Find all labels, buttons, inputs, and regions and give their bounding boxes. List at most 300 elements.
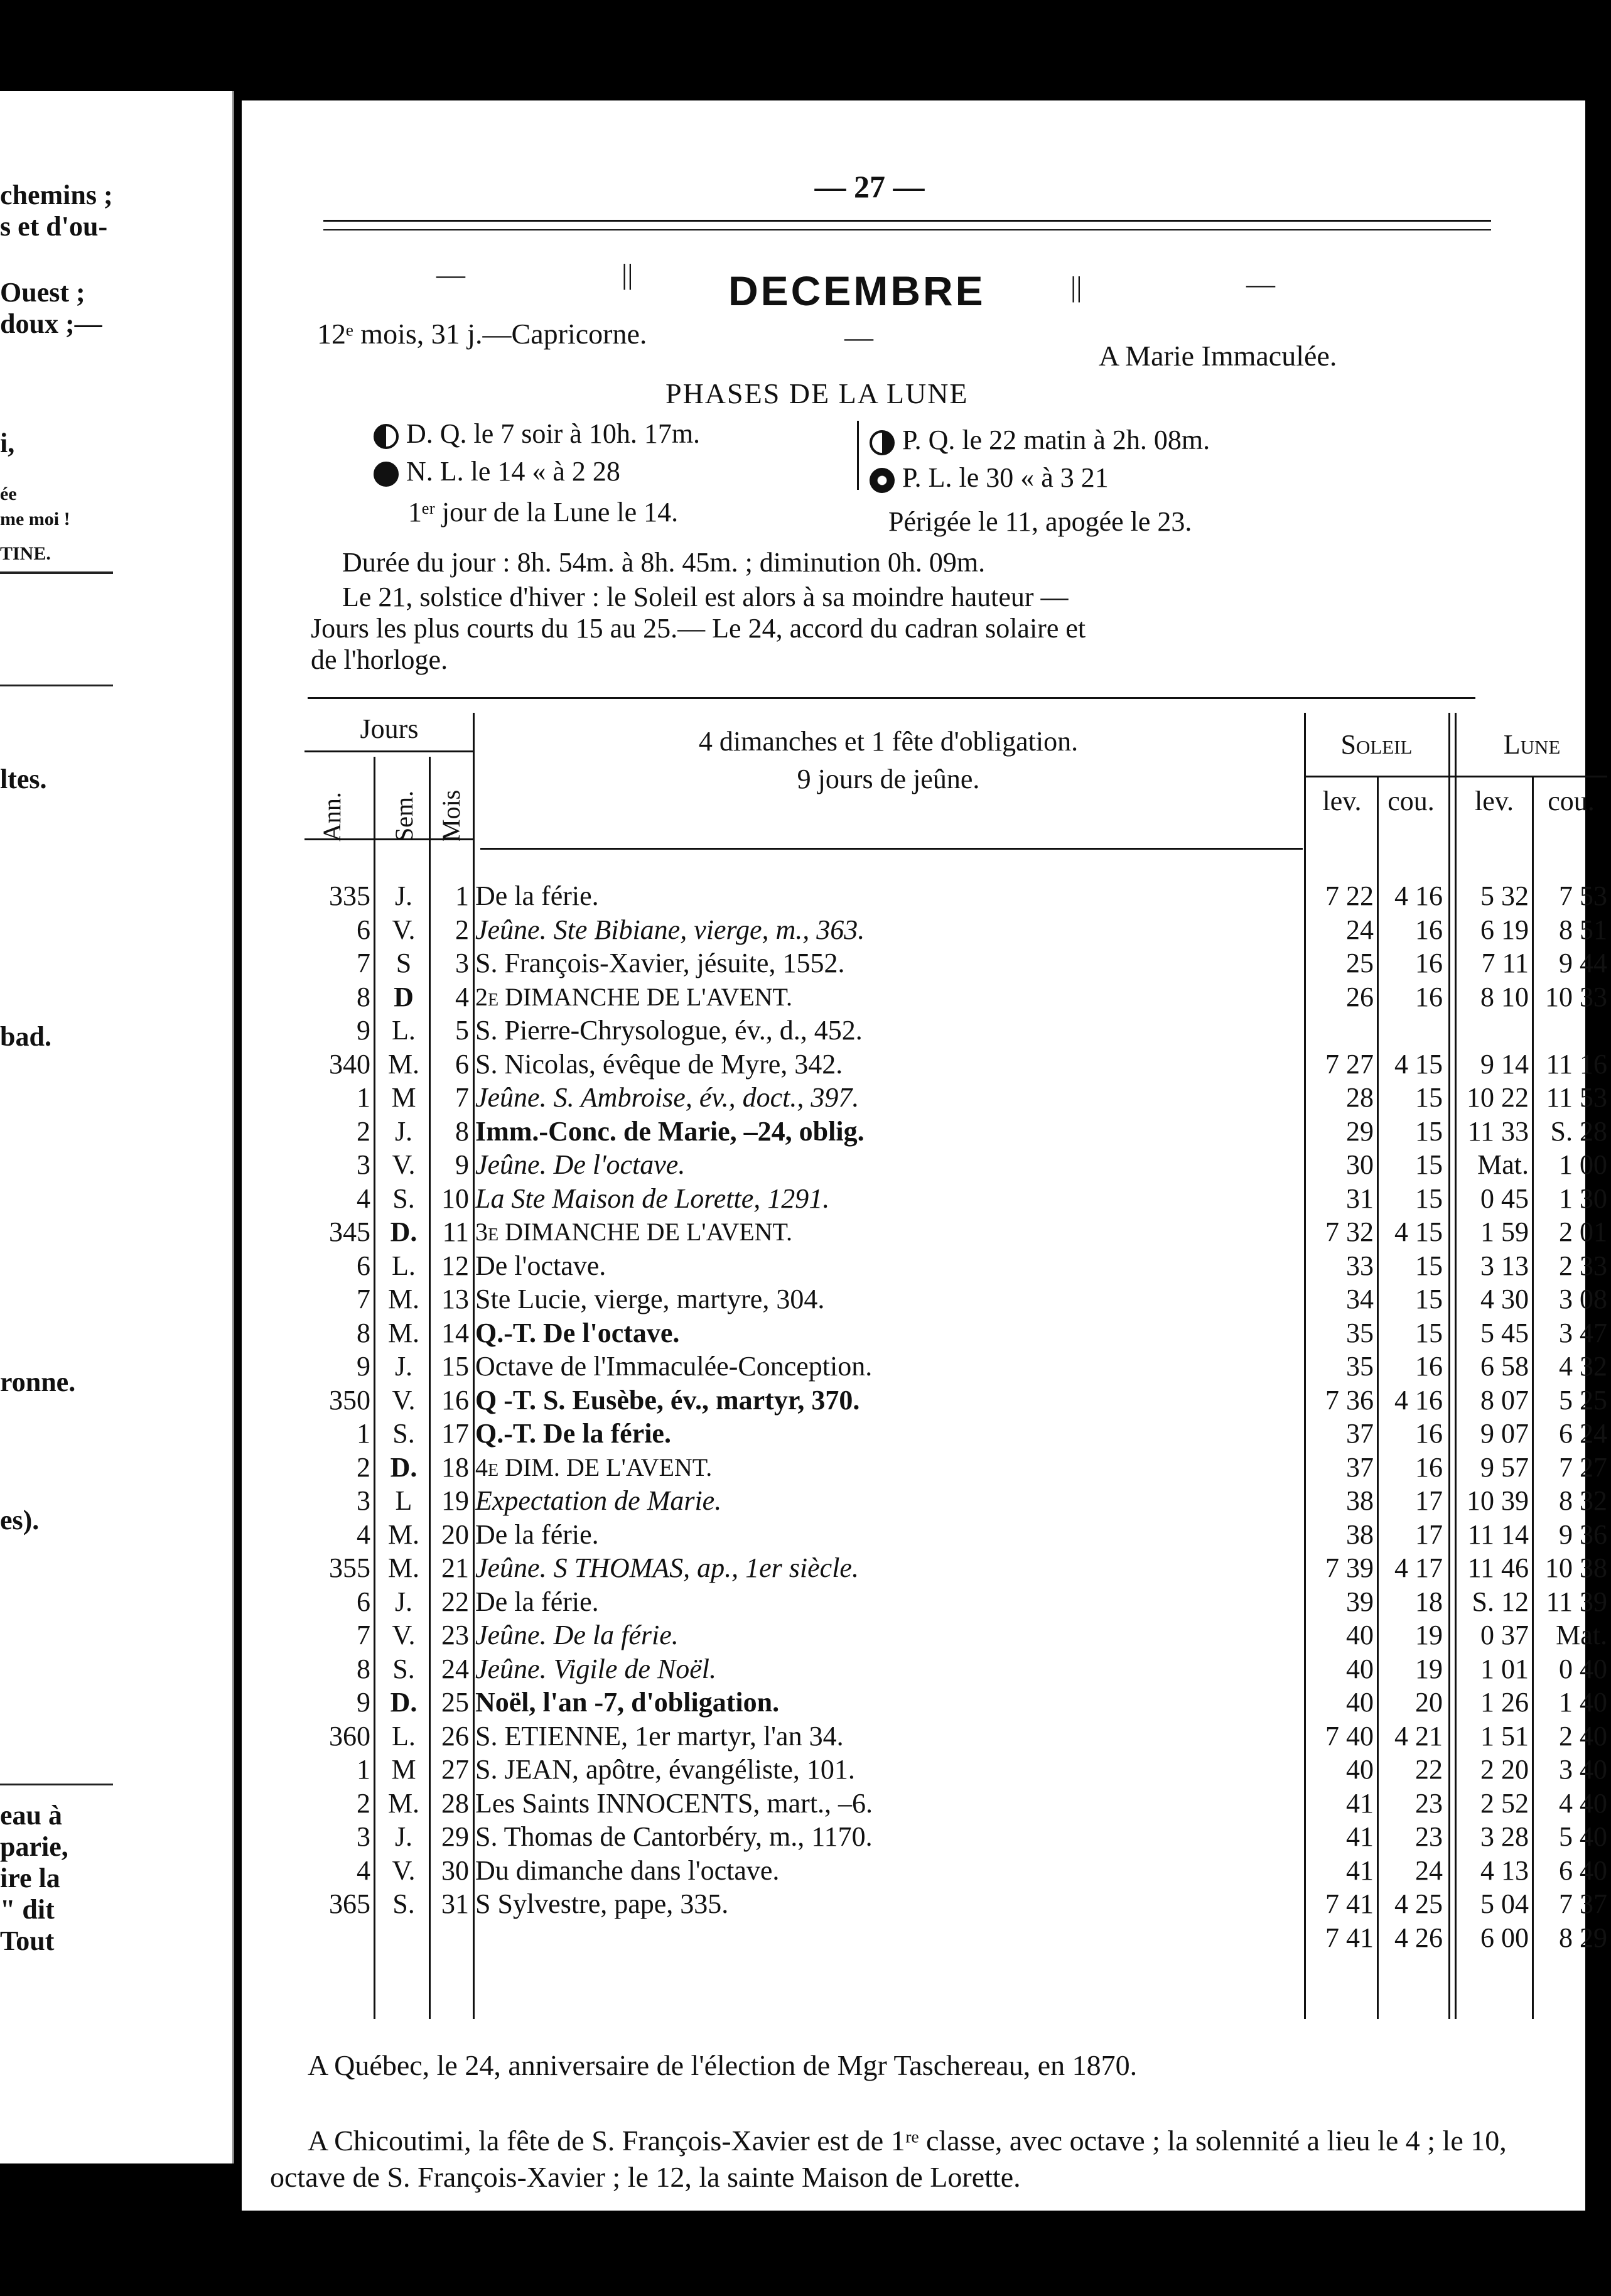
jours-rule	[304, 750, 474, 752]
lune-lev: lev.	[1475, 786, 1514, 816]
row-soleil-cou: 15	[1415, 1183, 1443, 1214]
footnote-chicoutimi: A Chicoutimi, la fête de S. François-Xavier est de 1ʳᵉ classe, avec octave ; la solennité a lieu le 4 ; le 10, octave de S. François-Xavier ; le 12, la sainte Maison de Lorette.	[270, 2125, 1507, 2193]
row-ann: 360	[329, 1720, 370, 1752]
row-soleil-cou: 4 26	[1394, 1922, 1443, 1953]
row-lune-cou: 8 51	[1559, 914, 1607, 945]
table-row	[304, 913, 1607, 946]
table-row	[304, 980, 1607, 1014]
row-soleil-cou: 4 17	[1394, 1552, 1443, 1583]
row-lune-lev: 10 39	[1467, 1485, 1529, 1516]
left-page-rule	[0, 1784, 113, 1785]
row-lune-lev: 10 22	[1467, 1082, 1529, 1113]
table-row	[304, 1484, 1607, 1517]
row-sem: D.	[390, 1451, 418, 1483]
row-ann: 8	[357, 1653, 370, 1684]
row-desc: Jeûne. Ste Bibiane, vierge, m., 363.	[475, 914, 865, 945]
row-soleil-cou: 17	[1415, 1519, 1443, 1550]
row-soleil-cou: 22	[1415, 1754, 1443, 1785]
row-sem: M.	[387, 1048, 420, 1080]
row-desc: De la férie.	[475, 880, 599, 911]
row-sem: M.	[387, 1519, 420, 1550]
row-ann: 1	[357, 1754, 370, 1785]
table-row	[304, 1282, 1607, 1316]
row-lune-lev: 8 07	[1480, 1384, 1529, 1416]
row-soleil-cou: 15	[1415, 1284, 1443, 1314]
row-lune-cou: 9 44	[1559, 948, 1607, 978]
row-lune-lev: 6 19	[1480, 914, 1529, 945]
row-desc: Du dimanche dans l'octave.	[475, 1855, 780, 1886]
row-ann: 9	[357, 1687, 370, 1718]
row-mois: 26	[441, 1720, 469, 1752]
row-soleil-cou: 4 25	[1394, 1888, 1443, 1919]
row-lune-lev: 2 20	[1480, 1754, 1529, 1785]
row-soleil-lev: 7 32	[1325, 1216, 1374, 1247]
row-lune-cou: 3 40	[1559, 1754, 1607, 1785]
row-ann: 6	[357, 914, 370, 945]
calendar-table	[304, 713, 1607, 2032]
table-row	[304, 1014, 1566, 1047]
table-row	[304, 1451, 1607, 1484]
row-ann: 3	[357, 1485, 370, 1516]
row-mois: 12	[441, 1250, 469, 1281]
row-ann: 6	[357, 1250, 370, 1281]
row-soleil-lev: 38	[1346, 1485, 1374, 1516]
row-soleil-cou: 16	[1415, 1351, 1443, 1382]
row-desc: Jeûne. S. Ambroise, év., doct., 397.	[475, 1082, 859, 1113]
row-desc: La Ste Maison de Lorette, 1291.	[475, 1183, 830, 1214]
row-ann: 1	[357, 1418, 370, 1449]
sun-moon-rule	[1306, 776, 1607, 777]
row-sem: M.	[387, 1787, 420, 1819]
left-page-text: chemins ;	[0, 180, 113, 210]
table-row	[304, 1551, 1607, 1584]
row-soleil-cou: 15	[1415, 1115, 1443, 1147]
row-soleil-cou: 4 21	[1394, 1720, 1443, 1752]
phase-first-day: 1ᵉʳ jour de la Lune le 14.	[408, 497, 679, 528]
row-soleil-lev: 7 40	[1325, 1720, 1374, 1752]
row-sem: L.	[392, 1015, 416, 1046]
row-soleil-cou: 4 16	[1394, 1384, 1443, 1416]
row-soleil-lev: 34	[1346, 1284, 1374, 1314]
row-mois: 11	[442, 1216, 469, 1247]
left-page-text: ltes.	[0, 764, 47, 794]
page-number: — 27 —	[814, 169, 925, 204]
row-soleil-cou: 16	[1415, 1418, 1443, 1449]
table-row	[304, 1518, 1607, 1551]
top-rule-2	[323, 229, 1491, 230]
row-mois: 30	[441, 1855, 469, 1886]
full-moon-icon	[870, 468, 895, 493]
row-mois: 8	[455, 1115, 469, 1147]
row-sem: S.	[392, 1888, 415, 1919]
row-lune-cou: 2 33	[1559, 1250, 1607, 1281]
row-soleil-lev: 40	[1346, 1620, 1374, 1650]
row-soleil-lev: 31	[1346, 1183, 1374, 1214]
row-ann: 2	[357, 1787, 370, 1819]
row-soleil-lev: 38	[1346, 1519, 1374, 1550]
phase-pl	[870, 462, 1109, 494]
row-sem: V.	[392, 1620, 416, 1650]
row-soleil-lev: 26	[1346, 981, 1374, 1012]
row-ann: 7	[357, 1620, 370, 1650]
col-sem: Sem.	[390, 790, 418, 842]
phase-dq-text: D. Q. le 7 soir à 10h. 17m.	[406, 418, 701, 449]
left-page-rule	[0, 571, 113, 574]
row-desc: De la férie.	[475, 1519, 599, 1550]
table-row	[304, 1081, 1607, 1114]
row-ann: 335	[329, 880, 370, 911]
table-row	[304, 1115, 1607, 1148]
row-lune-cou: 8 29	[1559, 1922, 1607, 1953]
row-lune-lev: 1 59	[1480, 1216, 1529, 1247]
row-sem: J.	[394, 1821, 413, 1852]
row-mois: 25	[441, 1687, 469, 1718]
left-page-text: bad.	[0, 1021, 51, 1052]
row-lune-lev: 5 45	[1480, 1317, 1529, 1348]
row-ann: 2	[357, 1451, 370, 1483]
row-lune-cou: 10 38	[1545, 1552, 1607, 1583]
phase-pq	[870, 424, 1210, 456]
row-soleil-lev: 37	[1346, 1451, 1374, 1483]
col-ann: Ann.	[318, 792, 346, 842]
row-mois: 27	[441, 1754, 469, 1785]
row-soleil-lev: 30	[1346, 1149, 1374, 1180]
row-soleil-lev: 7 22	[1325, 880, 1374, 911]
left-page-text: doux ;—	[0, 308, 102, 339]
row-sem: M.	[387, 1317, 420, 1348]
row-lune-cou: 6 40	[1559, 1855, 1607, 1886]
perigee: Périgée le 11, apogée le 23.	[888, 506, 1192, 537]
dash-right: —	[1246, 268, 1275, 300]
row-ann: 3	[357, 1149, 370, 1180]
row-lune-cou: 11 53	[1546, 1082, 1607, 1113]
row-lune-lev: 0 45	[1480, 1183, 1529, 1214]
table-row	[304, 1215, 1607, 1248]
row-sem: M.	[387, 1284, 420, 1314]
row-desc: S. Nicolas, évêque de Myre, 342.	[475, 1048, 843, 1080]
row-soleil-cou: 16	[1415, 981, 1443, 1012]
table-row	[304, 1417, 1607, 1450]
row-lune-lev: 11 14	[1467, 1519, 1529, 1550]
first-quarter-icon	[870, 430, 895, 455]
row-desc: S. Pierre-Chrysologue, év., d., 452.	[475, 1015, 863, 1046]
table-row	[304, 1384, 1607, 1417]
table-row	[304, 1787, 1607, 1820]
row-mois: 17	[441, 1418, 469, 1449]
row-ann: 4	[357, 1855, 370, 1886]
table-row	[304, 1753, 1607, 1786]
row-mois: 22	[441, 1586, 469, 1617]
row-ann: 9	[357, 1015, 370, 1046]
month-info: 12ᵉ mois, 31 j.—Capricorne.	[317, 318, 647, 350]
left-page-text: Tout	[0, 1925, 55, 1956]
row-lune-cou: 1 30	[1559, 1183, 1607, 1214]
row-lune-cou: 8 32	[1559, 1485, 1607, 1516]
row-mois: 3	[455, 948, 469, 978]
row-lune-lev: 9 14	[1480, 1048, 1529, 1080]
row-soleil-cou: 19	[1415, 1653, 1443, 1684]
table-row	[304, 1585, 1607, 1618]
row-soleil-lev: 7 41	[1325, 1922, 1374, 1953]
col-mois: Mois	[437, 789, 465, 842]
phase-nl	[374, 455, 620, 487]
row-sem: M.	[387, 1552, 420, 1583]
row-sem: D.	[390, 1687, 418, 1718]
left-page-text: " dit	[0, 1894, 55, 1925]
row-mois: 10	[441, 1183, 469, 1214]
row-desc: De la férie.	[475, 1586, 599, 1617]
row-lune-lev: 9 57	[1480, 1451, 1529, 1483]
row-lune-cou: 7 27	[1559, 1451, 1607, 1483]
row-lune-lev: 0 37	[1480, 1620, 1529, 1650]
row-ann: 7	[357, 1284, 370, 1314]
row-lune-lev: 1 26	[1480, 1687, 1529, 1718]
row-lune-cou: 1 40	[1559, 1687, 1607, 1718]
left-page-fragment	[0, 91, 234, 2163]
bar-left: ||	[622, 258, 633, 290]
row-sem: L	[395, 1485, 412, 1516]
phase-pl-text: P. L. le 30 « à 3 21	[902, 462, 1109, 493]
row-lune-cou: 0 40	[1559, 1653, 1607, 1684]
table-row	[304, 1350, 1607, 1383]
left-page-text: me moi !	[0, 509, 70, 529]
row-soleil-lev: 28	[1346, 1082, 1374, 1113]
row-desc: S. ETIENNE, 1er martyr, l'an 34.	[475, 1720, 844, 1752]
soleil-header: Soleil	[1340, 729, 1413, 760]
row-soleil-cou: 4 15	[1394, 1048, 1443, 1080]
row-lune-lev: 3 28	[1480, 1821, 1529, 1852]
header-bottom-rule-left	[304, 838, 474, 840]
row-ann: 355	[329, 1552, 370, 1583]
row-lune-cou: 5 40	[1559, 1821, 1607, 1852]
row-lune-lev: 1 51	[1480, 1720, 1529, 1752]
row-soleil-lev: 35	[1346, 1351, 1374, 1382]
solstice-line-1: Le 21, solstice d'hiver : le Soleil est alors à sa moindre hauteur —	[342, 582, 1069, 612]
row-ann: 365	[329, 1888, 370, 1919]
row-ann: 345	[329, 1216, 370, 1247]
row-sem: S.	[392, 1418, 415, 1449]
row-sem: D.	[390, 1216, 418, 1247]
row-desc: Noël, l'an -7, d'obligation.	[475, 1687, 780, 1718]
row-soleil-cou: 18	[1415, 1586, 1443, 1617]
row-lune-cou: 9 36	[1559, 1519, 1607, 1550]
row-lune-lev: Mat.	[1477, 1149, 1529, 1180]
row-desc: S. JEAN, apôtre, évangéliste, 101.	[475, 1754, 855, 1785]
dash-left: —	[436, 258, 465, 290]
row-mois: 19	[441, 1485, 469, 1516]
header-bottom-rule-mid	[480, 848, 1303, 850]
row-desc: Q -T. S. Eusèbe, év., martyr, 370.	[475, 1384, 860, 1416]
row-soleil-lev: 40	[1346, 1653, 1374, 1684]
row-desc: Q.-T. De l'octave.	[475, 1317, 680, 1348]
table-row	[304, 1887, 1607, 1920]
row-soleil-cou: 23	[1415, 1787, 1443, 1819]
row-lune-lev: S. 12	[1472, 1586, 1529, 1617]
row-soleil-lev: 35	[1346, 1317, 1374, 1348]
top-rule-1	[323, 220, 1491, 222]
row-desc: S Sylvestre, pape, 335.	[475, 1888, 729, 1919]
row-lune-lev: 3 13	[1480, 1250, 1529, 1281]
row-soleil-cou: 15	[1415, 1082, 1443, 1113]
row-lune-cou: 2 40	[1559, 1720, 1607, 1752]
row-lune-cou: 2 01	[1559, 1216, 1607, 1247]
row-lune-cou: 7 53	[1559, 880, 1607, 911]
row-mois: 23	[441, 1620, 469, 1650]
row-mois: 4	[455, 981, 469, 1012]
row-desc: Jeûne. De la férie.	[475, 1620, 679, 1650]
row-mois: 15	[441, 1351, 469, 1382]
row-desc: S. Thomas de Cantorbéry, m., 1170.	[475, 1821, 873, 1852]
row-sem: V.	[392, 1855, 416, 1886]
left-page-text: TINE.	[0, 543, 51, 564]
row-desc: Q.-T. De la férie.	[475, 1418, 671, 1449]
row-lune-cou: 11 39	[1546, 1586, 1607, 1617]
phases-title: PHASES DE LA LUNE	[665, 377, 969, 409]
row-desc: Les Saints INNOCENTS, mart., –6.	[475, 1787, 873, 1819]
row-mois: 18	[441, 1451, 469, 1483]
row-soleil-lev: 29	[1346, 1115, 1374, 1147]
row-desc: Jeûne. De l'octave.	[475, 1149, 686, 1180]
row-soleil-lev: 41	[1346, 1787, 1374, 1819]
table-row	[304, 1618, 1607, 1652]
row-lune-lev: 5 32	[1480, 880, 1529, 911]
row-soleil-lev: 24	[1346, 914, 1374, 945]
row-lune-lev: 4 30	[1480, 1284, 1529, 1314]
row-soleil-cou: 16	[1415, 1451, 1443, 1483]
row-soleil-cou: 16	[1415, 914, 1443, 945]
row-lune-cou: 3 08	[1559, 1284, 1607, 1314]
row-lune-cou: 10 33	[1545, 981, 1607, 1012]
row-mois: 24	[441, 1653, 469, 1684]
row-mois: 13	[441, 1284, 469, 1314]
row-lune-lev: 6 00	[1480, 1922, 1529, 1953]
left-page-text: ire la	[0, 1863, 60, 1893]
row-sem: M	[391, 1082, 416, 1113]
new-moon-icon	[374, 462, 399, 487]
row-ann: 8	[357, 1317, 370, 1348]
row-soleil-lev: 33	[1346, 1250, 1374, 1281]
row-ann: 4	[357, 1519, 370, 1550]
row-desc: Octave de l'Immaculée-Conception.	[475, 1351, 873, 1382]
row-lune-cou: 3 47	[1559, 1317, 1607, 1348]
table-top-rule	[308, 697, 1475, 699]
left-page-rule	[0, 685, 113, 686]
row-sem: S.	[392, 1653, 415, 1684]
row-ann: 6	[357, 1586, 370, 1617]
row-sem: S.	[392, 1183, 415, 1214]
row-lune-lev: 7 11	[1481, 948, 1529, 978]
row-ann: 4	[357, 1183, 370, 1214]
lune-header: Lune	[1503, 729, 1561, 760]
row-soleil-lev: 7 27	[1325, 1048, 1374, 1080]
row-soleil-cou: 24	[1415, 1855, 1443, 1886]
row-mois: 14	[441, 1317, 469, 1348]
soleil-cou: cou.	[1387, 786, 1435, 816]
row-mois: 16	[441, 1384, 469, 1416]
row-soleil-cou: 4 15	[1394, 1216, 1443, 1247]
row-lune-lev: 5 04	[1480, 1888, 1529, 1919]
row-desc: 4e DIM. DE L'AVENT.	[475, 1453, 713, 1481]
row-mois: 21	[441, 1552, 469, 1583]
table-row	[304, 1719, 1607, 1753]
left-page-text: ée	[0, 484, 17, 504]
row-sem: J.	[394, 1351, 413, 1382]
row-mois: 20	[441, 1519, 469, 1550]
row-soleil-lev: 40	[1346, 1687, 1374, 1718]
table-row	[304, 1921, 1607, 1954]
phase-dq	[374, 418, 700, 450]
row-sem: L.	[392, 1720, 416, 1752]
left-page-text: i,	[0, 428, 15, 458]
row-desc: 3e DIMANCHE DE L'AVENT.	[475, 1218, 793, 1246]
row-lune-cou: S. 28	[1550, 1115, 1607, 1147]
table-row	[304, 1249, 1607, 1282]
row-sem: J.	[394, 1586, 413, 1617]
solstice-line-3: de l'horloge.	[311, 644, 448, 675]
row-desc: Jeûne. S THOMAS, ap., 1er siècle.	[475, 1552, 859, 1583]
row-mois: 5	[455, 1015, 469, 1046]
row-sem: J.	[394, 880, 413, 911]
row-desc: Expectation de Marie.	[475, 1485, 722, 1516]
table-row	[304, 1048, 1607, 1081]
row-ann: 340	[329, 1048, 370, 1080]
row-ann: 7	[357, 948, 370, 978]
row-soleil-lev: 7 39	[1325, 1552, 1374, 1583]
row-ann: 350	[329, 1384, 370, 1416]
month-title: DECEMBRE	[728, 268, 986, 314]
row-lune-lev: 6 58	[1480, 1351, 1529, 1382]
row-mois: 29	[441, 1821, 469, 1852]
row-desc: Imm.-Conc. de Marie, –24, oblig.	[475, 1115, 865, 1147]
left-page-text: Ouest ;	[0, 277, 85, 308]
row-desc: De l'octave.	[475, 1250, 606, 1281]
row-soleil-cou: 17	[1415, 1485, 1443, 1516]
row-soleil-lev: 41	[1346, 1821, 1374, 1852]
row-soleil-cou: 15	[1415, 1149, 1443, 1180]
left-page-text: ronne.	[0, 1367, 76, 1397]
row-mois: 31	[441, 1888, 469, 1919]
phase-nl-text: N. L. le 14 « à 2 28	[406, 456, 620, 487]
row-mois: 1	[455, 880, 469, 911]
row-desc: 2e DIMANCHE DE L'AVENT.	[475, 982, 793, 1011]
row-lune-lev: 2 52	[1480, 1787, 1529, 1819]
table-row	[304, 879, 1607, 912]
table-row	[304, 1316, 1607, 1350]
row-mois: 6	[455, 1048, 469, 1080]
row-sem: V.	[392, 1384, 416, 1416]
row-soleil-cou: 19	[1415, 1620, 1443, 1650]
row-ann: 9	[357, 1351, 370, 1382]
row-lune-cou: 6 24	[1559, 1418, 1607, 1449]
row-soleil-cou: 15	[1415, 1317, 1443, 1348]
almanac-page	[242, 100, 1607, 2211]
row-lune-lev: 4 13	[1480, 1855, 1529, 1886]
left-page-text: eau à	[0, 1800, 62, 1831]
jours-label: Jours	[360, 713, 419, 744]
row-lune-cou: 4 40	[1559, 1787, 1607, 1819]
row-lune-lev: 11 46	[1467, 1552, 1529, 1583]
day-length: Durée du jour : 8h. 54m. à 8h. 45m. ; diminution 0h. 09m.	[342, 547, 986, 578]
row-lune-cou: 11 16	[1546, 1048, 1607, 1080]
table-row	[304, 1854, 1607, 1887]
soleil-lev: lev.	[1322, 786, 1362, 816]
row-sem: J.	[394, 1115, 413, 1147]
row-lune-lev: 11 33	[1467, 1115, 1529, 1147]
row-soleil-lev: 7 41	[1325, 1888, 1374, 1919]
row-soleil-cou: 23	[1415, 1821, 1443, 1852]
row-mois: 28	[441, 1787, 469, 1819]
row-sem: S	[396, 948, 412, 978]
